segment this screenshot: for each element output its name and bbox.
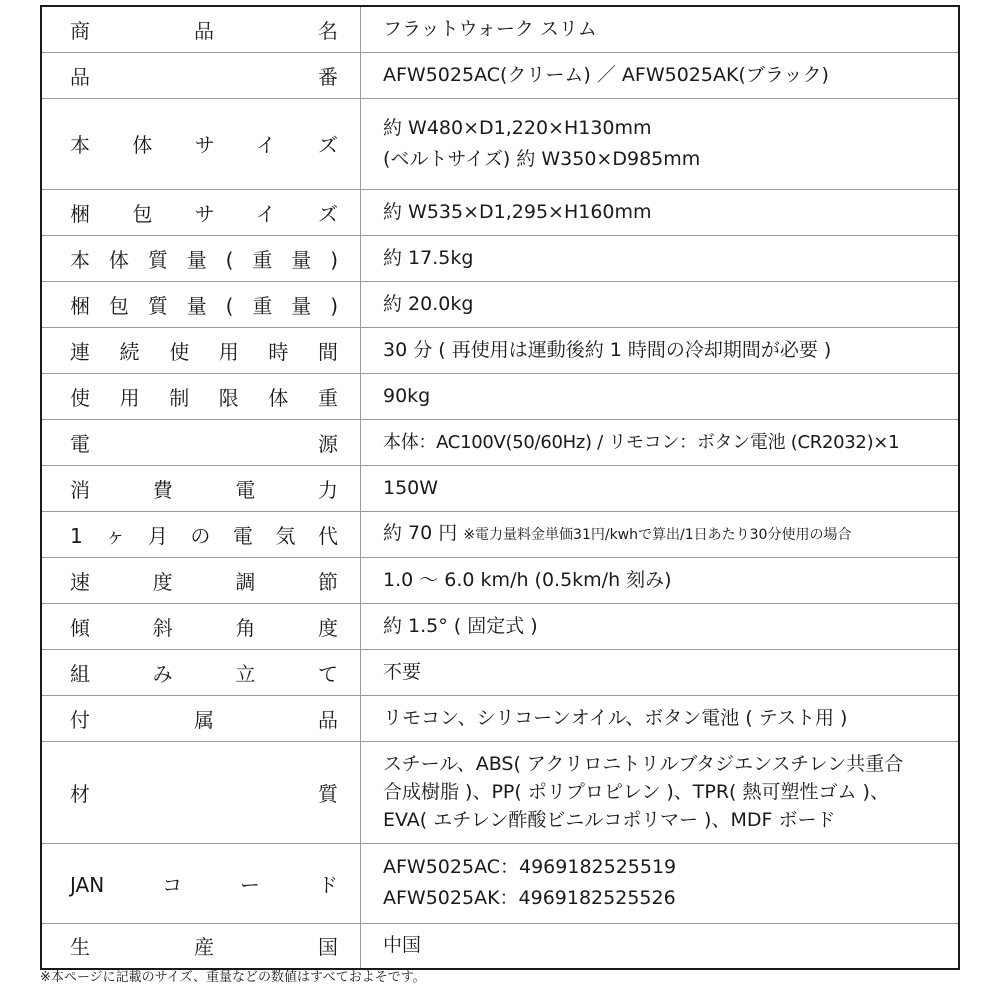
- spec-value-line: 中国: [383, 934, 422, 957]
- spec-label: JANコード: [41, 843, 361, 923]
- spec-value-line: 約 20.0kg: [383, 292, 474, 315]
- spec-value-line: (ベルトサイズ) 約 W350×D985mm: [383, 147, 701, 170]
- spec-value: [361, 557, 960, 603]
- spec-row-accessories: [41, 695, 959, 741]
- spec-value-line: 90kg: [383, 384, 431, 407]
- spec-row-continuous-use: [41, 327, 959, 373]
- spec-label: 消費電力: [41, 465, 361, 511]
- spec-value: [361, 373, 960, 419]
- spec-value-line: 約 1.5° ( 固定式 ): [383, 614, 538, 637]
- spec-label: 連続使用時間: [41, 327, 361, 373]
- spec-value-line: AFW5025AC(クリーム) ／ AFW5025AK(ブラック): [383, 63, 829, 86]
- spec-label: 材質: [41, 741, 361, 843]
- spec-label: 本体質量(重量): [41, 235, 361, 281]
- spec-value: [361, 741, 960, 843]
- spec-value-line: AFW5025AC：4969182525519: [383, 856, 677, 878]
- spec-label: 組み立て: [41, 649, 361, 695]
- spec-label: 本体サイズ: [41, 98, 361, 189]
- spec-row-country-of-origin: [41, 923, 959, 969]
- spec-value: [361, 695, 960, 741]
- spec-value: [361, 465, 960, 511]
- spec-label: 付属品: [41, 695, 361, 741]
- spec-row-materials: [41, 741, 959, 843]
- spec-label: 速度調節: [41, 557, 361, 603]
- spec-value-line: フラットウォーク スリム: [383, 17, 597, 40]
- spec-value: [361, 235, 960, 281]
- spec-row-package-size: [41, 189, 959, 235]
- spec-value-line: 150W: [383, 476, 439, 499]
- spec-value-line: リモコン、シリコーンオイル、ボタン電池 ( テスト用 ): [383, 706, 848, 729]
- spec-value-line: EVA( エチレン酢酸ビニルコポリマー )、MDF ボード: [383, 809, 836, 831]
- spec-value-line: 1.0 ～ 6.0 km/h (0.5km/h 刻み): [383, 568, 672, 591]
- spec-value: [361, 649, 960, 695]
- spec-row-product-name: [41, 6, 959, 52]
- spec-value: [361, 281, 960, 327]
- spec-value-line: 約 70 円: [383, 521, 458, 544]
- spec-value-line: 本体：AC100V(50/60Hz) / リモコン：ボタン電池 (CR2032)×1: [383, 431, 900, 453]
- spec-row-body-weight: [41, 235, 959, 281]
- spec-label: 梱包サイズ: [41, 189, 361, 235]
- spec-row-power-source: [41, 419, 959, 465]
- spec-label: 商品名: [41, 6, 361, 52]
- spec-row-jan-code: [41, 843, 959, 923]
- spec-value-line: 30 分 ( 再使用は運動後約 1 時間の冷却期間が必要 ): [383, 338, 832, 361]
- spec-value: [361, 923, 960, 969]
- spec-value: [361, 98, 960, 189]
- spec-table: [40, 5, 960, 970]
- spec-label: 生産国: [41, 923, 361, 969]
- spec-value-line: 合成樹脂 )、PP( ポリプロピレン )、TPR( 熱可塑性ゴム )、: [383, 781, 889, 803]
- spec-value: [361, 327, 960, 373]
- spec-row-assembly: [41, 649, 959, 695]
- spec-label: 品番: [41, 52, 361, 98]
- spec-label: 使用制限体重: [41, 373, 361, 419]
- spec-value-note: ※電力量料金単価31円/kwhで算出/1日あたり30分使用の場合: [463, 526, 852, 543]
- spec-label: 傾斜角度: [41, 603, 361, 649]
- spec-row-weight-limit: [41, 373, 959, 419]
- spec-value-line: 不要: [383, 660, 422, 683]
- spec-value-line: 約 17.5kg: [383, 246, 474, 269]
- spec-row-speed-adjustment: [41, 557, 959, 603]
- spec-value: [361, 6, 960, 52]
- footnote: ※本ページに記載のサイズ、重量などの数値はすべておよそです。: [40, 970, 426, 985]
- spec-label: 電源: [41, 419, 361, 465]
- spec-row-power-consumption: [41, 465, 959, 511]
- spec-row-electricity-cost: [41, 511, 959, 557]
- spec-value: [361, 603, 960, 649]
- spec-row-package-weight: [41, 281, 959, 327]
- spec-label: 1ヶ月の電気代: [41, 511, 361, 557]
- spec-label: 梱包質量(重量): [41, 281, 361, 327]
- spec-value-line: AFW5025AK：4969182525526: [383, 887, 676, 909]
- spec-row-incline-angle: [41, 603, 959, 649]
- spec-value: [361, 511, 960, 557]
- spec-value-line: 約 W535×D1,295×H160mm: [383, 200, 652, 223]
- spec-value: [361, 843, 960, 923]
- spec-value-line: 約 W480×D1,220×H130mm: [383, 116, 652, 139]
- spec-value-line: スチール、ABS( アクリロニトリルブタジエンスチレン共重合: [383, 753, 904, 775]
- spec-row-body-size: [41, 98, 959, 189]
- spec-value: [361, 189, 960, 235]
- spec-value: [361, 419, 960, 465]
- spec-value: [361, 52, 960, 98]
- spec-row-model-number: [41, 52, 959, 98]
